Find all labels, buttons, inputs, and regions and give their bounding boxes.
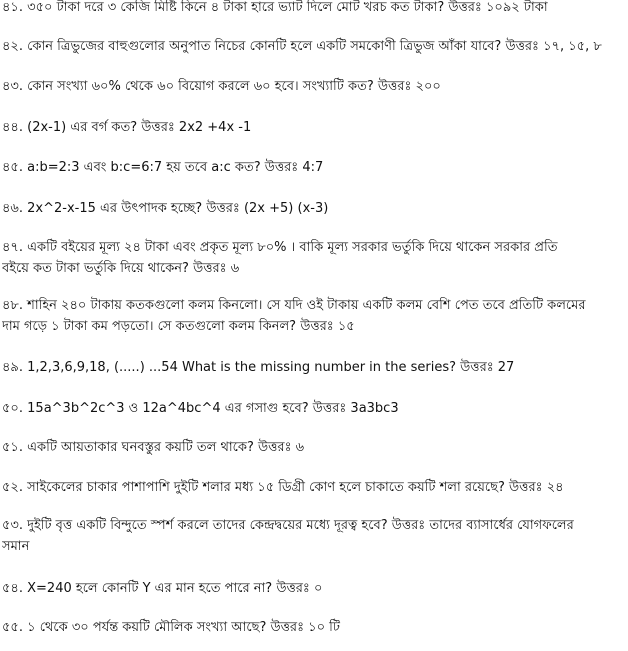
question-47-line-1: ৪৭. একটি বইয়ের মূল্য ২৪ টাকা এবং প্রকৃত মূল্য ৮০% । বাকি মূল্য সরকার ভর্তুকি দিয়ে থাকেন সরকার প্রতি [2, 240, 558, 255]
question-47-line-2: বইয়ে কত টাকা ভর্তুকি দিয়ে থাকেন? উত্তরঃ ৬ [2, 261, 240, 276]
question-43 [2, 76, 624, 97]
question-53-line-2: সমান [2, 539, 30, 554]
question-44-line-1: ৪৪. (2x-1) এর বর্গ কত? উত্তরঃ 2x2 +4x -1 [2, 120, 252, 135]
question-49 [2, 357, 624, 378]
question-48-line-2: দাম গড়ে ১ টাকা কম পড়তো। সে কতগুলো কলম কিনল? উত্তরঃ ১৫ [2, 319, 355, 334]
question-42-line-1: ৪২. কোন ত্রিভুজের বাহুগুলোর অনুপাত নিচের কোনটি হলে একটি সমকোণী ত্রিভুজ আঁকা যাবে? উত্তরঃ ১৭, ১৫, ৮ [2, 39, 602, 54]
question-41-line-1: ৪১. ৩৫০ টাকা দরে ৩ কেজি মিষ্টি কিনে ৪ টাকা হারে ভ্যাট দিলে মোট খরচ কত টাকা? উত্তরঃ ১০৯২ টাকা [2, 0, 548, 15]
question-55-line-1: ৫৫. ১ থেকে ৩০ পর্যন্ত কয়টি মৌলিক সংখ্যা আছে? উত্তরঃ ১০ টি [2, 620, 340, 635]
question-49-line-1: ৪৯. 1,2,3,6,9,18, (.....) ...54 What is the missing number in the series? উত্তরঃ 27 [2, 360, 515, 375]
question-54-line-1: ৫৪. X=240 হলে কোনটি Y এর মান হতে পারে না? উত্তরঃ ০ [2, 581, 323, 596]
question-52 [2, 477, 624, 498]
question-45 [2, 157, 624, 178]
question-52-line-1: ৫২. সাইকেলের চাকার পাশাপাশি দুইটি শলার মধ্য ১৫ ডিগ্রী কোণ হলে চাকাতে কয়টি শলা রয়েছে? উত্তরঃ ২৪ [2, 480, 564, 495]
question-45-line-1: ৪৫. a:b=2:3 এবং b:c=6:7 হয় তবে a:c কত? উত্তরঃ 4:7 [2, 160, 324, 175]
question-41 [2, 0, 624, 18]
question-47 [2, 237, 624, 279]
question-43-line-1: ৪৩. কোন সংখ্যা ৬০% থেকে ৬০ বিয়োগ করলে ৬০ হবে। সংখ্যাটি কত? উত্তরঃ ২০০ [2, 79, 441, 94]
question-48 [2, 295, 624, 337]
question-51 [2, 437, 624, 458]
question-46-line-1: ৪৬. 2x^2-x-15 এর উৎপাদক হচ্ছে? উত্তরঃ (2x +5) (x-3) [2, 201, 329, 216]
question-48-line-1: ৪৮. শাহিন ২৪০ টাকায় কতকগুলো কলম কিনলো। সে যদি ওই টাকায় একটি কলম বেশি পেত তবে প্রতিটি কলমের [2, 298, 586, 313]
question-53-line-1: ৫৩. দুইটি বৃত্ত একটি বিন্দুতে স্পর্শ করলে তাদের কেন্দ্রদ্বয়ের মধ্যে দূরত্ব হবে? উত্তরঃ তাদের ব্যাসার্ধের যোগফলের [2, 518, 574, 533]
question-54 [2, 578, 624, 599]
question-42 [2, 36, 624, 57]
question-50 [2, 398, 624, 419]
question-46 [2, 198, 624, 219]
question-51-line-1: ৫১. একটি আয়তাকার ঘনবস্তুর কয়টি তল থাকে? উত্তরঃ ৬ [2, 440, 305, 455]
question-50-line-1: ৫০. 15a^3b^2c^3 ও 12a^4bc^4 এর গসাগু হবে? উত্তরঃ 3a3bc3 [2, 401, 399, 416]
question-55 [2, 617, 624, 638]
question-53 [2, 515, 624, 557]
question-44 [2, 117, 624, 138]
